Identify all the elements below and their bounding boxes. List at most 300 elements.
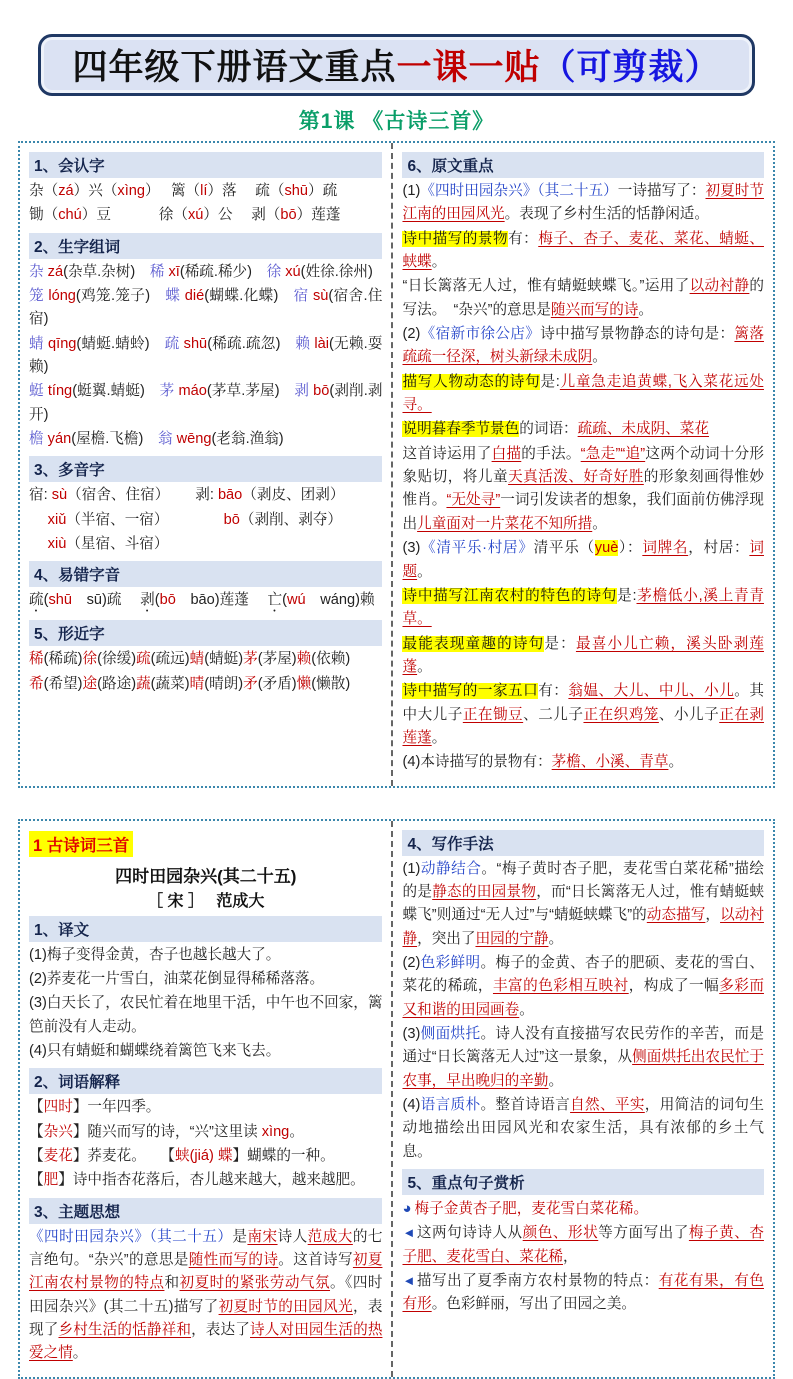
text-run: 稀 — [29, 651, 44, 668]
text-run: 词牌名 — [642, 540, 689, 557]
text-run: 】荞麦花。 【 — [72, 1148, 175, 1164]
text-run: lài — [310, 335, 330, 352]
text-run: 以动衬静 — [402, 907, 764, 947]
text-run: 蛱(jiá) 蝶 — [174, 1148, 233, 1164]
text-run: sū)疏 — [72, 592, 141, 609]
text-run: 随兴而写的诗 — [550, 301, 639, 318]
poem-title: 四时田园杂兴(其二十五) — [115, 866, 297, 886]
text-run: ， — [563, 1248, 578, 1265]
text-run: 最能表现童趣的诗句 — [402, 635, 545, 652]
section-heading: 1、译文 — [29, 916, 382, 942]
text-run: 【 — [29, 1099, 44, 1116]
paragraph — [402, 633, 764, 680]
text-run: 南宋 — [247, 1228, 278, 1245]
text-run: 正在剥莲蓬 — [402, 706, 764, 746]
text-run: 、小儿子 — [658, 706, 720, 723]
text-run: 和 — [164, 1275, 180, 1292]
text-run: 锄（ — [29, 207, 59, 224]
section-zhongdianjuzi — [402, 1169, 764, 1317]
text-run: xìng — [261, 1123, 290, 1140]
text-run: (1)梅子变得金黄，杏子也越长越大了。 — [29, 946, 281, 963]
text-run: (蜻蜓.蜻蛉) — [76, 335, 165, 352]
text-run: (疏远) — [150, 651, 190, 668]
text-run: (稀疏.稀少) — [179, 263, 267, 280]
text-run: xú — [281, 263, 301, 280]
section-body — [29, 484, 382, 556]
text-run: 梅子黄、杏子肥、麦花雪白、菜花稀 — [402, 1225, 764, 1265]
text-run: 初夏时节的田园风光 — [218, 1298, 353, 1315]
text-run: ）豆 徐（ — [81, 207, 188, 224]
text-run: （宿舍、住宿） 剥: — [67, 487, 218, 504]
text-run: 四时 — [43, 1099, 73, 1116]
text-run: (稀疏.疏忽) — [207, 335, 296, 352]
text-run: 矛 — [243, 675, 258, 692]
section-xiezuoshoufa — [402, 830, 764, 1164]
paragraph — [29, 533, 382, 556]
paragraph — [29, 1040, 382, 1063]
text-run: 范成大 — [307, 1228, 353, 1245]
section-heading: 4、写作手法 — [402, 830, 764, 856]
text-run: 蝶 — [165, 288, 181, 305]
paragraph — [402, 1222, 764, 1269]
text-run: 赖 — [295, 335, 311, 352]
text-run: 儿童急走追黄蝶,飞入菜花远处寻。 — [402, 373, 764, 414]
text-run: bō — [280, 207, 297, 224]
text-run: ( — [43, 592, 49, 609]
card-poem-left-column — [20, 821, 393, 1377]
text-run: 茅 — [159, 383, 175, 400]
text-run: 《清平乐·村居》 — [420, 540, 534, 557]
text-run: máo — [174, 383, 207, 400]
paragraph — [402, 952, 764, 1022]
text-run: 。 — [668, 754, 684, 771]
paragraph — [29, 509, 382, 532]
paragraph — [29, 285, 382, 332]
text-run: 。 — [417, 658, 432, 675]
text-run: qīng — [43, 335, 77, 352]
title-main: 四年级下册语文重点 — [72, 48, 397, 87]
text-run: 静态的田园景物 — [432, 883, 537, 900]
section-heading: 2、词语解释 — [29, 1068, 382, 1094]
paragraph — [29, 673, 382, 696]
text-run: 。整首诗语言 — [480, 1097, 571, 1114]
text-run: (4)只有蜻蜓和蝴蝶绕着篱笆飞来飞去。 — [29, 1042, 281, 1059]
text-run: 剥 — [140, 592, 155, 609]
text-run: ）落 疏（ — [207, 183, 285, 199]
text-run: bāo)莲蓬 — [175, 592, 268, 609]
text-run — [29, 512, 48, 528]
text-run: 正在锄豆 — [462, 706, 524, 723]
text-run: (3) — [402, 1026, 421, 1042]
text-run: (2) — [402, 954, 421, 971]
text-run: (宿舍.住宿) — [29, 288, 383, 328]
paragraph — [402, 858, 764, 951]
section-heading: 4、易错字音 — [29, 561, 382, 587]
text-run: (无赖.耍赖) — [29, 335, 383, 376]
text-run: 疏 — [136, 651, 151, 668]
section-ciyujieshi — [29, 1068, 382, 1192]
text-run: ）莲蓬 — [296, 207, 341, 224]
section-body — [29, 180, 382, 228]
text-run: 【 — [29, 1148, 44, 1164]
text-run: xiù — [47, 536, 67, 553]
text-run: 。 — [289, 1123, 304, 1140]
text-run: 最喜小儿亡赖，溪头卧剥莲蓬 — [402, 635, 764, 675]
title-suffix: （可剪裁） — [540, 48, 721, 87]
text-run: 茅檐低小,溪上青青草。 — [402, 587, 764, 628]
text-run: zá — [58, 183, 74, 199]
text-run: ，而“日长篱落无人过，惟有蜻蜓蛱蝶飞”则通过“无人过”与“蜻蜓蛱蝶飞”的 — [402, 883, 764, 924]
text-run: (杂草.杂树) — [63, 263, 150, 280]
text-run: 。色彩鲜丽，写出了田园之美。 — [431, 1296, 637, 1313]
text-run: (3) — [402, 540, 421, 557]
text-run: 】诗中指杏花落后，杏儿越来越大，越来越肥。 — [58, 1172, 365, 1189]
text-run: 初夏时节江南的田园风光 — [402, 183, 764, 223]
text-run: 这两句诗诗人从 — [416, 1225, 523, 1242]
text-run: 色彩鲜明 — [420, 954, 481, 971]
text-run: shū — [284, 183, 309, 199]
text-run: 篱落疏疏一径深，树头新绿未成阴 — [402, 326, 764, 366]
section-body — [29, 944, 382, 1064]
paragraph — [29, 648, 382, 671]
section-heading: 3、多音字 — [29, 456, 382, 482]
text-run: 疏 — [29, 592, 44, 609]
text-run: ，突出了 — [417, 930, 476, 947]
text-run: 。梅子的金黄、杏子的肥硕、麦花的雪白、菜花的稀疏， — [402, 954, 764, 995]
text-run: shū — [48, 592, 73, 609]
text-run: 】蝴蝶的一种。 — [232, 1148, 335, 1164]
text-run: 。 — [592, 515, 607, 532]
text-run: ( — [154, 592, 160, 609]
text-run: 剥 — [294, 383, 310, 400]
paragraph — [29, 428, 382, 451]
text-run: 这首诗运用了 — [402, 445, 492, 462]
text-run: 的写法。 “杂兴”的意思是 — [402, 278, 764, 318]
text-run: lóng — [43, 288, 76, 305]
text-run: （星宿、斗宿） — [66, 536, 169, 553]
text-run: 翁 — [157, 431, 173, 448]
text-run: ）疏 — [308, 183, 338, 199]
text-run: 说明暮春季节景色 — [402, 421, 520, 438]
text-run: 肥 — [43, 1172, 59, 1189]
text-run: (蝴蝶.化蝶) — [204, 288, 294, 305]
text-run: “急走”“追” — [580, 445, 646, 462]
arrow-bullet-icon: ◄ — [402, 1225, 414, 1241]
text-run: (3)白天长了，农民忙着在地里干活，中午也不回家，篱笆前没有人走动。 — [29, 995, 383, 1035]
text-run: 笼 — [29, 288, 44, 305]
section-heading: 2、生字组词 — [29, 233, 382, 259]
text-run: “无处寻” — [446, 492, 501, 509]
text-run: 是： — [544, 635, 576, 652]
paragraph — [29, 992, 382, 1039]
paragraph — [29, 261, 382, 284]
text-run: xìng — [117, 183, 146, 199]
text-run: (鸡笼.笼子) — [75, 288, 166, 305]
text-run: 《四时田园杂兴》（其二十五） — [29, 1228, 233, 1245]
text-run: 正在织鸡笼 — [583, 706, 659, 723]
text-run: 希 — [29, 675, 44, 692]
text-run: 茅 — [243, 651, 258, 668]
text-run: 。 — [548, 1072, 564, 1089]
text-run: bō — [309, 383, 330, 400]
page-title — [38, 34, 755, 96]
text-run: 有： — [538, 683, 569, 700]
section-heading: 6、原文重点 — [402, 152, 764, 178]
section-heading: 5、重点句子赏析 — [402, 1169, 764, 1195]
text-run: 诗人对田园生活的热爱之情 — [29, 1322, 383, 1362]
text-run: 随性而写的诗 — [188, 1252, 279, 1269]
text-run: 有花有果，有色有形 — [402, 1273, 764, 1313]
text-run: 的词语： — [519, 421, 578, 438]
text-run: (蜻蜓) — [204, 651, 244, 668]
text-run: (蜓翼.蜻蜓) — [72, 383, 160, 400]
text-run: (姓徐.徐州) — [300, 263, 373, 280]
section-xingjinzi — [29, 620, 382, 696]
text-run: 。诗人没有直接描写农民劳作的辛苦，而是通过“日长篱落无人过”这一景象，从 — [402, 1026, 764, 1066]
text-run: (4) — [402, 1097, 421, 1114]
text-run: 田园的宁静 — [475, 930, 549, 947]
text-run: ，用简洁的词句生动地描绘出田园风光和农家生活，具有浓郁的乡土气息。 — [402, 1097, 764, 1160]
text-run: 等方面写出了 — [598, 1225, 689, 1242]
text-run: 。表现了乡村生活的恬静闲适。 — [504, 206, 709, 223]
text-run: 初夏时的紧张劳动气氛 — [179, 1275, 331, 1292]
text-run: (蔬菜) — [150, 675, 190, 692]
text-run: 。 — [548, 930, 564, 947]
paragraph — [402, 1270, 764, 1317]
section-yicuoziyin — [29, 561, 382, 615]
paragraph — [402, 1197, 764, 1221]
paragraph — [29, 204, 382, 227]
text-run: (2)荞麦花一片雪白，油菜花倒显得稀稀落落。 — [29, 970, 325, 987]
text-run: 描写人物动态的诗句 — [402, 373, 541, 390]
section-yiwen — [29, 916, 382, 1064]
section-body — [402, 180, 764, 775]
circle-bullet-icon: ◕ — [402, 1200, 412, 1218]
text-run: 乡村生活的恬静祥和 — [58, 1322, 192, 1339]
text-run: 蜓 — [29, 383, 44, 400]
text-run: 这两个动词十分形象贴切，将儿童 — [402, 445, 764, 486]
text-run: yán — [43, 431, 72, 448]
text-run: 。 — [592, 349, 607, 366]
text-run: 自然、平实 — [570, 1097, 645, 1114]
section-zuci — [29, 233, 382, 452]
section-body — [402, 1197, 764, 1317]
text-run: 蜻 — [29, 335, 44, 352]
text-run: 《宿新市徐公店》 — [420, 326, 541, 343]
text-run: 诗中描写江南农村的特色的诗句 — [402, 587, 618, 604]
text-run: (依赖) — [311, 651, 351, 668]
text-run: 徐 — [266, 263, 282, 280]
section-body — [29, 1226, 382, 1366]
text-run: ， — [705, 907, 721, 924]
text-run: (1) — [402, 183, 421, 199]
text-run: 语言质朴 — [420, 1097, 481, 1114]
text-run: 。 — [519, 1001, 534, 1018]
paragraph — [402, 537, 764, 584]
text-run: (老翁.渔翁) — [211, 431, 284, 448]
text-run: 、二儿子 — [523, 706, 584, 723]
text-run: 是: — [540, 373, 560, 390]
text-run: tíng — [43, 383, 73, 400]
text-run: zá — [43, 263, 64, 280]
text-run: 的七言绝句。“杂兴”的意思是 — [29, 1228, 383, 1269]
section-heading: 3、主题思想 — [29, 1198, 382, 1224]
text-run: sù — [51, 487, 68, 504]
paragraph — [402, 1023, 764, 1093]
paragraph — [29, 1145, 382, 1168]
title-highlight: 一课一贴 — [396, 48, 541, 87]
text-run: 。 — [431, 254, 447, 271]
text-run: 徐 — [82, 651, 98, 668]
paragraph — [402, 751, 764, 774]
text-run: 茅檐、小溪、青草 — [551, 754, 669, 771]
paragraph — [29, 380, 382, 427]
paragraph — [402, 418, 764, 441]
paragraph — [29, 1169, 382, 1192]
text-run: 翁媪、大儿、中儿、小儿 — [568, 683, 735, 700]
text-run: 诗人 — [277, 1228, 308, 1245]
paragraph — [29, 333, 382, 380]
text-run: 侧面烘托出农民忙于农事，早出晚归的辛勤 — [402, 1049, 764, 1089]
section-zhutisixiang — [29, 1198, 382, 1366]
text-run: (晴朗) — [204, 675, 244, 692]
paragraph — [29, 1226, 382, 1366]
section-body — [29, 589, 382, 615]
paragraph — [402, 680, 764, 750]
text-run: 清平乐（ — [533, 540, 595, 557]
paragraph — [29, 1121, 382, 1144]
card-poem-right-column — [393, 821, 773, 1377]
text-run: 侧面烘托 — [420, 1026, 481, 1042]
text-run: （半宿、一宿） — [66, 511, 224, 528]
text-run: 颜色、形状 — [522, 1225, 599, 1242]
text-run: 的手法。 — [521, 445, 581, 462]
text-run: wú — [286, 592, 306, 609]
text-run: xú — [187, 207, 204, 224]
text-run: 是: — [617, 587, 637, 604]
text-run: 初夏江南农村景物的特点 — [29, 1252, 383, 1292]
text-run: 。这首诗写 — [278, 1252, 353, 1269]
text-run: 。 — [638, 301, 654, 318]
text-run: xiǔ — [47, 511, 67, 528]
text-run: 】一年四季。 — [72, 1099, 161, 1116]
section-duoyinzi — [29, 456, 382, 556]
text-run: yuè — [594, 540, 619, 557]
text-run: （剥削、剥夺） — [239, 511, 343, 528]
text-run: 诗中描写的一家五口 — [402, 683, 539, 700]
paragraph — [29, 944, 382, 967]
text-run: 。《四时田园杂兴》(其二十五)描写了 — [29, 1275, 383, 1315]
paragraph — [402, 371, 764, 418]
card-basics — [18, 141, 775, 788]
text-run: 天真活泼、好奇好胜 — [508, 469, 644, 486]
text-run: 。“梅子黄时杏子肥，麦花雪白菜花稀”描绘的是 — [402, 860, 764, 900]
text-run: 赖 — [296, 651, 312, 668]
text-run: xī — [164, 263, 180, 280]
text-run: 白描 — [491, 445, 522, 462]
text-run: （剥皮、团剥） — [242, 487, 345, 504]
text-run: bāo — [217, 487, 243, 504]
section-body — [402, 858, 764, 1164]
paragraph — [29, 484, 382, 507]
text-run: ） 篱（ — [145, 183, 201, 199]
text-run: (希望) — [43, 675, 83, 692]
text-run: (屋檐.飞檐) — [71, 431, 158, 448]
text-run: 以动衬静 — [689, 278, 750, 295]
text-run: 。其中大儿子 — [402, 683, 764, 723]
paragraph — [29, 180, 382, 203]
text-run: (茅屋) — [257, 651, 297, 668]
text-run: 稀 — [149, 263, 165, 280]
text-run: (懒散) — [311, 675, 351, 692]
text-run: bō — [223, 511, 240, 528]
text-run: (2) — [402, 326, 421, 343]
text-run: ）： — [618, 540, 643, 557]
text-run: (路途) — [97, 675, 137, 692]
text-run: chú — [58, 207, 82, 224]
text-run: 。 — [417, 563, 432, 580]
paragraph — [402, 228, 764, 275]
text-run: 蔬 — [136, 675, 151, 692]
paragraph — [29, 968, 382, 991]
text-run: (1) — [402, 860, 421, 877]
text-run: 诗中描写景物静态的诗句是： — [540, 326, 735, 343]
paragraph — [29, 589, 382, 615]
text-run: 。 — [72, 1345, 88, 1362]
text-run: ，村居： — [688, 540, 750, 557]
text-run: 。 — [431, 729, 447, 746]
text-run: 词题 — [402, 540, 764, 580]
card-poem — [18, 819, 775, 1379]
text-run: (矛盾) — [257, 675, 297, 692]
paragraph — [402, 1094, 764, 1164]
text-run: 描写出了夏季南方农村景物的特点： — [416, 1273, 659, 1290]
text-run: ，构成了一幅 — [628, 978, 720, 995]
text-run: shū — [179, 335, 208, 352]
text-run: 一诗描写了： — [617, 183, 706, 199]
text-run: 宿: — [29, 487, 52, 504]
poem-author: ［ 宋 ］ 范成大 — [147, 892, 265, 910]
text-run: dié — [180, 288, 205, 305]
section-body — [29, 1096, 382, 1192]
text-run: 途 — [82, 675, 98, 692]
text-run: 梅子金黄杏子肥，麦花雪白菜花稀。 — [414, 1201, 649, 1218]
section-body — [29, 648, 382, 696]
text-run: 宿 — [293, 288, 309, 305]
text-run: 的形象刻画得惟妙惟肖。 — [402, 469, 764, 509]
paragraph — [402, 443, 764, 536]
paragraph — [402, 180, 764, 227]
text-run: 丰富的色彩相互映衬 — [492, 978, 629, 995]
text-run: ，表达了 — [191, 1322, 250, 1339]
paragraph — [402, 323, 764, 370]
text-run: 有： — [508, 230, 539, 247]
text-run: “日长篱落无人过，惟有蜻蜓蛱蝶飞。”运用了 — [402, 278, 690, 295]
section-heading: 1、会认字 — [29, 152, 382, 178]
text-run: 杂（ — [29, 183, 59, 199]
text-run: (剥削.剥开) — [29, 383, 383, 423]
text-run: ）公 剥（ — [203, 207, 281, 224]
section-renzi — [29, 152, 382, 228]
text-run: 儿童面对一片菜花不知所措 — [417, 515, 593, 532]
text-run: 】随兴而写的诗，“兴”这里读 — [72, 1123, 262, 1140]
text-run: 杂兴 — [43, 1123, 73, 1140]
text-run: 是 — [232, 1228, 248, 1245]
text-run: bō — [159, 592, 176, 609]
text-run: (徐缓) — [97, 651, 137, 668]
text-run: 《四时田园杂兴》（其二十五） — [420, 183, 618, 199]
text-run: wēng — [172, 431, 212, 448]
